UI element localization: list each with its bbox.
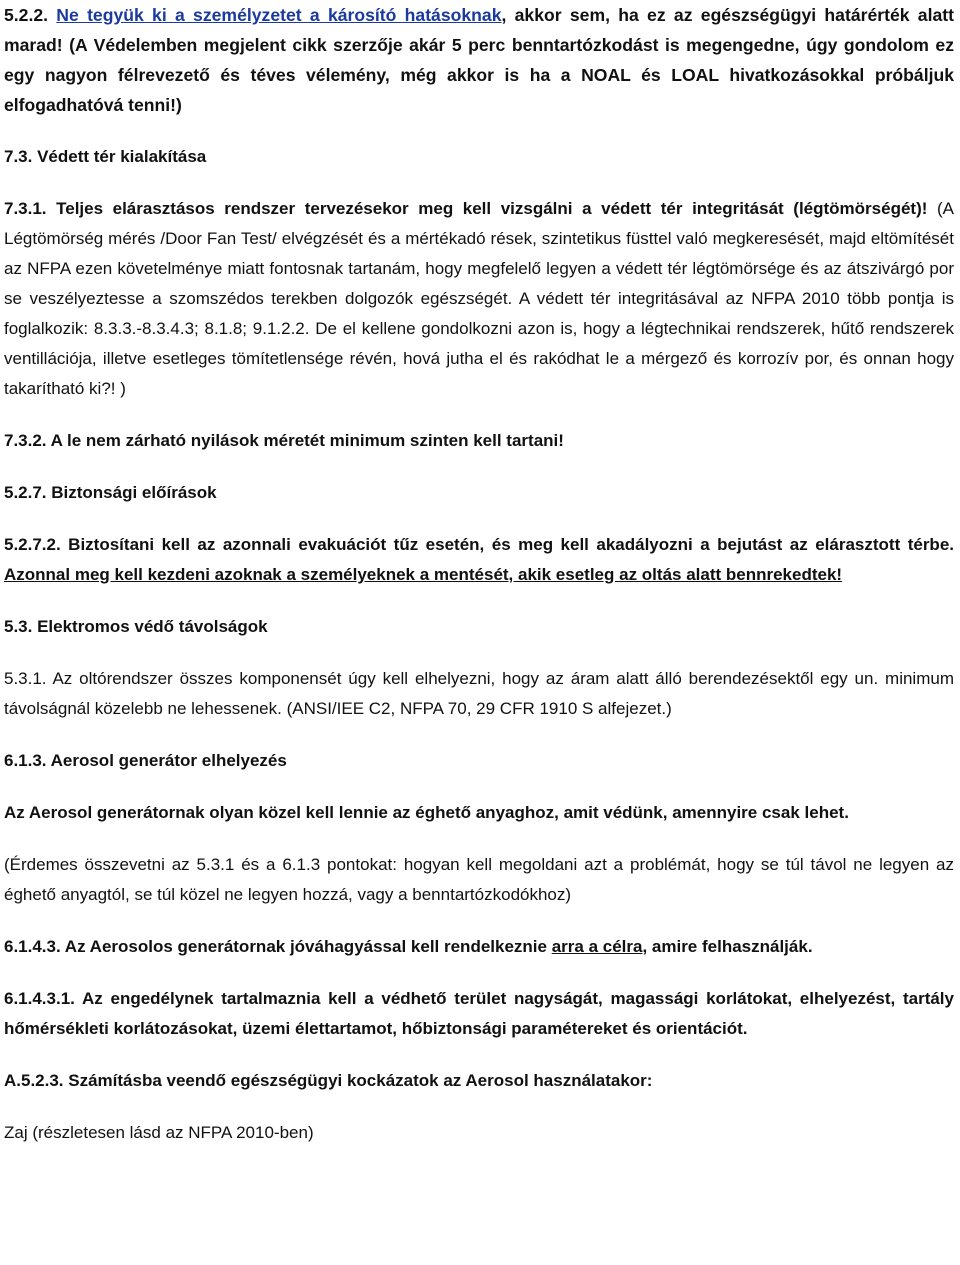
section-comparison-note: (Érdemes összevetni az 5.3.1 és a 6.1.3 pontokat: hogyan kell megoldani azt a problémát, hogy se túl távol ne legyen az éghető anyagtól, se túl közel ne legyen hozzá, vagy a benntartózkodókhoz) <box>4 855 954 904</box>
section-text: , akkor sem, ha ez az egészségügyi határérték alatt marad! (A Védelemben megjelent cikk szerzője akár 5 perc benntartózkodást is megengedne, úgy gondolom ez egy nagyon félrevezető és téves vélemény, még akkor is ha a NOAL és LOAL hivatkozásokkal próbáljuk elfogadhatóvá tenni!) <box>4 5 954 115</box>
section-bold-text: 5.2.7.2. Biztosítani kell az azonnali evakuációt tűz esetén, és meg kell akadályozni a bejutást az elárasztott térbe. <box>4 535 954 554</box>
section-noise: Zaj (részletesen lásd az NFPA 2010-ben) <box>4 1123 314 1142</box>
section-5-2-2 <box>4 0 954 120</box>
heading-a-5-2-3: A.5.2.3. Számításba veendő egészségügyi kockázatok az Aerosol használatakor: <box>4 1071 653 1090</box>
section-aerosol-placement: Az Aerosol generátornak olyan közel kell lennie az éghető anyaghoz, amit védünk, amennyire csak lehet. <box>4 803 849 822</box>
section-5-3-1: 5.3.1. Az oltórendszer összes komponensét úgy kell elhelyezni, hogy az áram alatt álló berendezésektől egy un. minimum távolságnál közelebb ne lehessenek. (ANSI/IEE C2, NFPA 70, 29 CFR 1910 S alfejezet.) <box>4 669 954 718</box>
section-number: 5.2.2. <box>4 5 57 25</box>
section-underlined-text: Azonnal meg kell kezdeni azoknak a személyeknek a mentését, akik esetleg az oltás alatt bennrekedtek! <box>4 565 843 584</box>
section-6-1-4-3-1: 6.1.4.3.1. Az engedélynek tartalmaznia kell a védhető terület nagyságát, magassági korlátokat, elhelyezést, tartály hőmérsékleti korlátozásokat, üzemi élettartamot, hőbiztonsági paramétereket és orientációt. <box>4 989 954 1038</box>
heading-6-1-3: 6.1.3. Aerosol generátor elhelyezés <box>4 751 287 770</box>
section-link[interactable]: Ne tegyük ki a személyzetet a károsító hatásoknak <box>56 5 502 25</box>
section-text: 6.1.4.3. Az Aerosolos generátornak jóváhagyással kell rendelkeznie <box>4 937 552 956</box>
heading-7-3: 7.3. Védett tér kialakítása <box>4 147 207 166</box>
section-7-3-1 <box>4 194 954 404</box>
section-5-2-7-2 <box>4 530 954 590</box>
section-bold-text: 7.3.1. Teljes elárasztásos rendszer tervezésekor meg kell vizsgálni a védett tér integritását (légtömörségét)! <box>4 199 928 218</box>
heading-7-3-2: 7.3.2. A le nem zárható nyilások méretét minimum szinten kell tartani! <box>4 431 564 450</box>
section-text: , amire felhasználják. <box>642 937 813 956</box>
heading-5-3: 5.3. Elektromos védő távolságok <box>4 617 268 636</box>
section-6-1-4-3 <box>4 932 954 962</box>
section-text: (A Légtömörség mérés /Door Fan Test/ elvégzését és a mértékadó rések, szintetikus füsttel való megkeresését, majd eltömítését az NFPA ezen követelménye miatt fontosnak tartanám, hogy megfelelő legyen a védett tér légtömörsége és az átszivárgó por se veszélyeztesse a szomszédos terekben dolgozók egészségét. A védett tér integritásával az NFPA 2010 több pontja is foglalkozik: 8.3.3.-8.3.4.3; 8.1.8; 9.1.2.2. De el kellene gondolkozni azon is, hogy a légtechnikai rendszerek, hűtő rendszerek ventillációja, illetve esetleges tömítetlensége révén, hová jutha el és rakódhat le a mérgező és korrozív por, és onnan hogy takarítható ki?! ) <box>4 199 954 398</box>
heading-5-2-7: 5.2.7. Biztonsági előírások <box>4 483 217 502</box>
section-underlined-text: arra a célra <box>551 937 643 956</box>
